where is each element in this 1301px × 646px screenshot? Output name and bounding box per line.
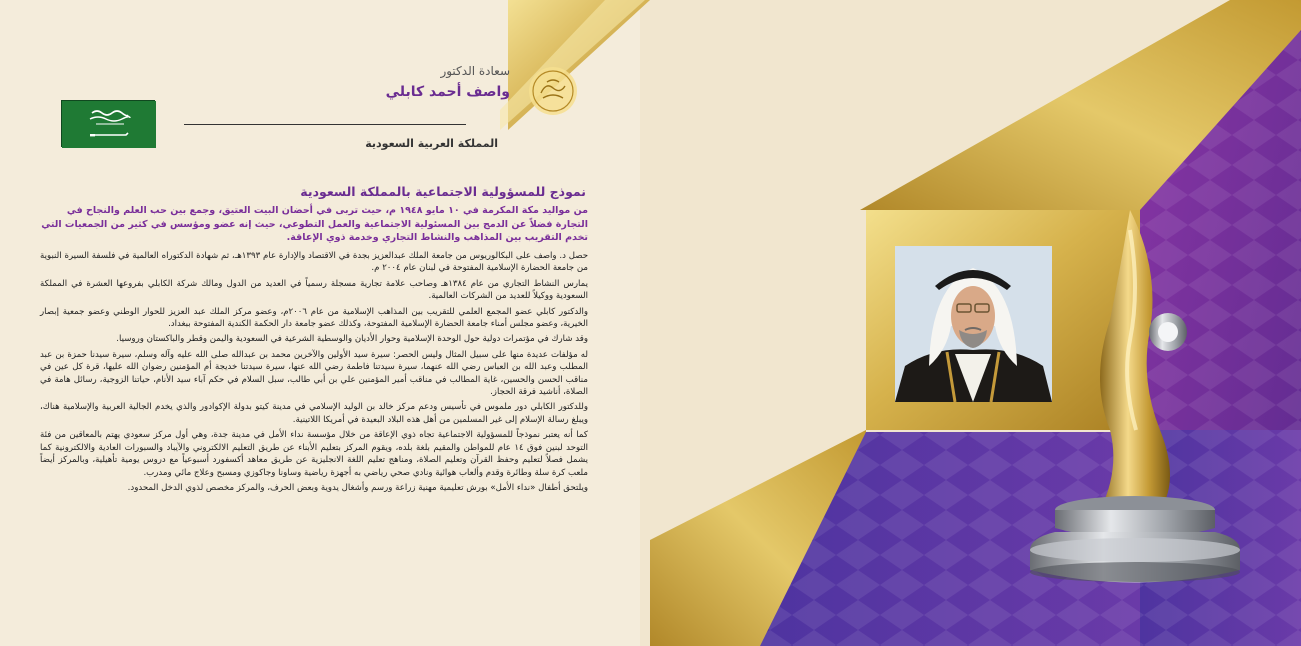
article-paragraph: وللدكتور الكابلي دور ملموس في تأسيس ودعم مركز خالد بن الوليد الإسلامي في مدينة كيتو بدولة الإكوادور والذي يخدم الجالية العربية والإسلامية هناك، ويبلغ رسالة الإسلام إلى غير المسلمين من أهل هذه البلاد البعيدة في أمريكا اللاتينية. (40, 402, 588, 425)
article-body (40, 250, 588, 497)
saudi-flag (61, 100, 155, 147)
article-paragraph: له مؤلفات عديدة منها على سبيل المثال وليس الحصر: سيرة سيد الأولين والآخرين محمد بن عبدالله صلى الله عليه وآله وسلم، سيرة سيدنا حمزة بن عبد المطلب وعبد الله بن العباس رضي الله عنهما، سيرة سيدتنا فاطمة رضي الله عنها، سيرة سيدتنا خديجة أم المؤمنين رضوان الله عليها، قرة كل عين في مناقب الحسن والحسين، غاية المطالب في مناقب أمير المؤمنين علي بن أبي طالب، سبل السلام في حكم آباء سيد الأنام، حياتنا الزوجية، رسائل هامة في الصلاة، أناشيد فرقة الحجاز. (40, 349, 588, 398)
article-paragraph: وقد شارك في مؤتمرات دولية حول الوحدة الإسلامية وحوار الأديان والوسطية الشرعية في السعودية واليمن وقطر والباكستان وروسيا. (116, 334, 588, 345)
article-paragraph: حصل د. واصف على البكالوريوس من جامعة الملك عبدالعزيز بجدة في الاقتصاد والإدارة عام ١٣٩٣هـ، ثم شهادة الدكتوراه العالمية في فلسفة السيرة النبوية من جامعة الحضارة الإسلامية المفتوحة في لبنان عام ٢٠٠٤ م. (40, 251, 589, 274)
country-name: المملكة العربية السعودية (365, 137, 498, 150)
article-paragraph: ويلتحق أطفال «نداء الأمل» بورش تعليمية مهنية زراعة ورسم وأشغال يدوية وبعض الحرف، والمركز مخصص لذوي الدخل المحدود. (127, 482, 588, 493)
honorific-title: سعادة الدكتور (440, 64, 510, 78)
article-paragraph: والدكتور كابلي عضو المجمع العلمي للتقريب بين المذاهب الإسلامية من عام ٢٠٠٦م، وعضو مركز الملك عبد العزيز للحوار الوطني وعضو جمعية إبصار الخيرية، وعضو مجلس أمناء جامعة الحضارة الإسلامية المفتوحة، وكذلك عضو جامعة دار الحكمة الكندية المفتوحة ببغداد. (40, 306, 589, 330)
article-heading: نموذج للمسؤولية الاجتماعية بالمملكة السعودية (300, 184, 586, 199)
saudi-flag-graphic (62, 101, 156, 148)
calligraphy-emblem-icon (524, 62, 582, 120)
header-divider (184, 124, 466, 125)
trophy-icon (1010, 210, 1260, 615)
article-paragraph: يمارس النشاط التجاري من عام ١٣٨٤هـ وصاحب علامة تجارية مسجلة رسمياً في العديد من الدول ومالك شركة الكابلي بفروعها العشرة في المملكة السعودية ووكيلاً للعديد من الشركات العالمية. (40, 278, 588, 302)
person-name: واصف أحمد كابلي (385, 84, 510, 100)
article-paragraph: كما أنه يعتبر نموذجاً للمسؤولية الاجتماعية تجاه ذوي الإعاقة من خلال مؤسسة نداء الأمل في مدينة جدة، وهي أول مركز سعودي يهتم بالمعاقين من فئة التوحد لبنين فوق ١٤ عام للمواطن والمقيم بلغة بلده، ويقوم المركز بتعليم الأبناء عن طريق التعليم الالكتروني والآيباد والسبورات العادية والالكترونية كما يشمل فصلاً لتعليم وحفظ القرآن وتعليم الصلاة، ومناهج تعليم اللغة الانجليزية عن طريق معاهد أكسفورد أسبوعياً مع دروس يومية تأهيلية، وبالمركز أيضاً ملعب كرة سلة وطائرة وقدم وألعاب هوائية ونادي صحي رياضي به أجهزة رياضية وساونا وجاكوزي ومسبح وعلاج مائي ومدرب. (40, 430, 588, 478)
article-lead: من مواليد مكة المكرمة في ١٠ مايو ١٩٤٨ م، حيث تربى في أحضان البيت العتيق، وجمع بين حب العلم والنجاح في التجارة فضلاً عن الدمج بين المسئولية الاجتماعية والعمل التطوعي، حيث إنه عضو ومؤسس في كثير من الجمعيات التي تخدم التقريب بين المذاهب والنشاط التجاري وخدمة ذوي الإعاقة. (41, 205, 588, 243)
